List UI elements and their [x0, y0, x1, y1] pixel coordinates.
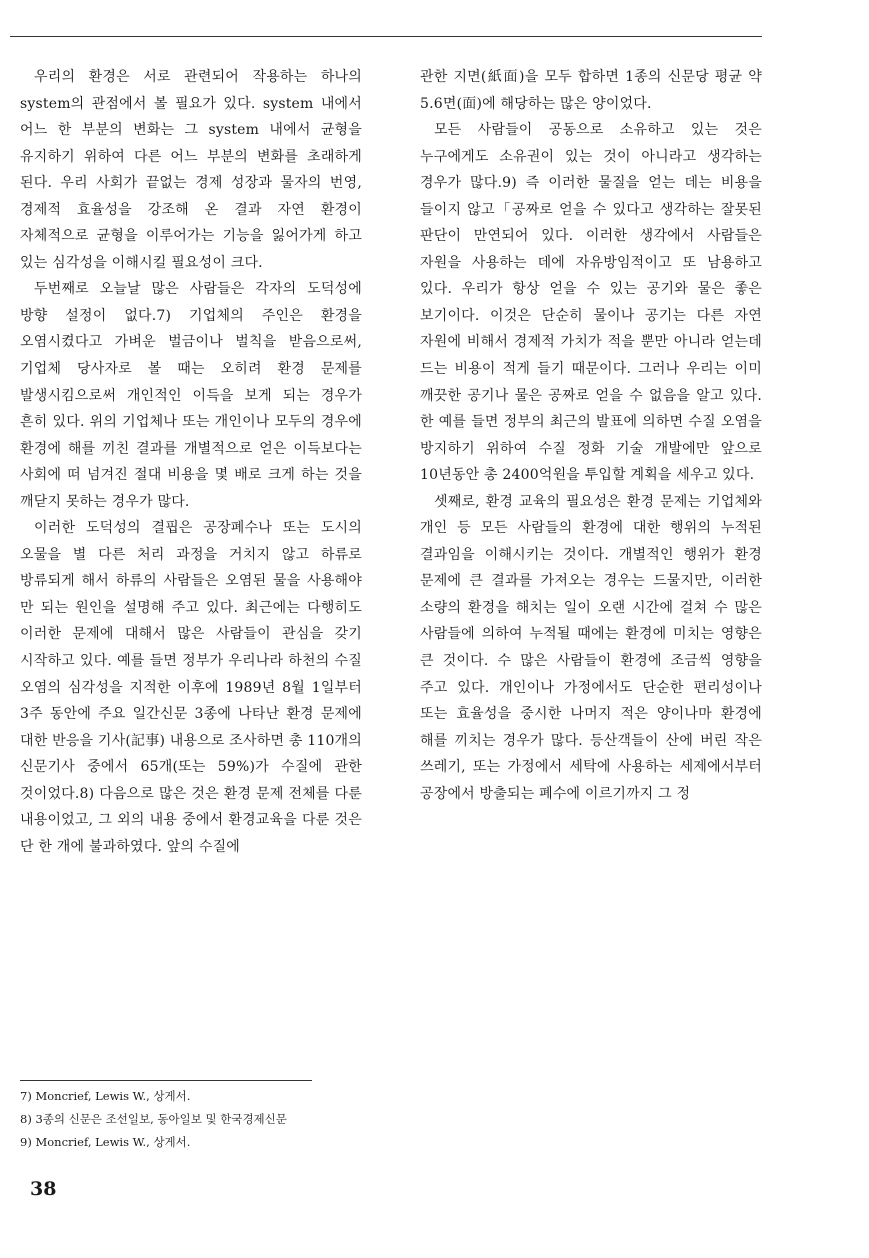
page-number: 38: [30, 1178, 57, 1200]
paragraph: 이러한 도덕성의 결핍은 공장폐수나 또는 도시의 오물을 별 다른 처리 과정을 거치지 않고 하류로 방류되게 해서 하류의 사람들은 오염된 물을 사용해야 만 되는 원인을 설명해 주고 있다. 최근에는 다행히도 이러한 문제에 대해서 많은 사람들이 관심을 갖기 시작하고 있다. 예를 들면 정부가 우리나라 하천의 수질 오염의 심각성을 지적한 이후에 1989년 8월 1일부터 3주 동안에 주요 일간신문 3종에 나타난 환경 문제에 대한 반응을 기사(記事) 내용으로 조사하면 총 110개의 신문기사 중에서 65개(또는 59%)가 수질에 관한 것이었다.8) 다음으로 많은 것은 환경 문제 전체를 다룬 내용이었고, 그 외의 내용 중에서 환경교육을 다룬 것은 단 한 개에 불과하였다. 앞의 수질에: [20, 520, 362, 855]
paragraph: 셋째로, 환경 교육의 필요성은 환경 문제는 기업체와 개인 등 모든 사람들의 환경에 대한 행위의 누적된 결과임을 이해시키는 것이다. 개별적인 행위가 환경 문제에 큰 결과를 가져오는 경우는 드물지만, 이러한 소량의 환경을 해치는 일이 오랜 시간에 걸쳐 수 많은 사람들에 의하여 누적될 때에는 환경에 미치는 영향은 큰 것이다. 수 많은 사람들이 환경에 조금씩 영향을 주고 있다. 개인이나 가정에서도 단순한 편리성이나 또는 효율성을 중시한 나머지 적은 양이나마 환경에 해를 끼치는 경우가 많다. 등산객들이 산에 버린 작은 쓰레기, 또는 가정에서 세탁에 사용하는 세제에서부터 공장에서 방출되는 폐수에 이르기까지 그 정: [420, 493, 762, 802]
header-rule: [10, 36, 762, 37]
footnotes: [20, 1085, 440, 1154]
footnote: 9) Moncrief, Lewis W., 상게서.: [20, 1135, 191, 1149]
footnote-rule: [20, 1080, 312, 1081]
left-column: [20, 64, 362, 860]
paragraph: 모든 사람들이 공동으로 소유하고 있는 것은 누구에게도 소유권이 있는 것이 아니라고 생각하는 경우가 많다.9) 즉 이러한 물질을 얻는 데는 비용을 들이지 않고「공짜로 얻을 수 있다고 생각하는 잘못된 판단이 만연되어 있다. 이러한 생각에서 사람들은 자원을 사용하는 데에 자유방임적이고 또 남용하고 있다. 우리가 항상 얻을 수 있는 공기와 물은 좋은 보기이다. 이것은 단순히 물이나 공기는 다른 자연 자원에 비해서 경제적 가치가 적을 뿐만 아니라 얻는데 드는 비용이 적게 들기 때문이다. 그러나 우리는 이미 깨끗한 공기나 물은 공짜로 얻을 수 없음을 알고 있다. 한 예를 들면 정부의 최근의 발표에 의하면 수질 오염을 방지하기 위하여 수질 정화 기술 개발에만 앞으로 10년동안 총 2400억원을 투입할 계획을 세우고 있다.: [420, 122, 762, 484]
footnote: 8) 3종의 신문은 조선일보, 동아일보 및 한국경제신문: [20, 1112, 287, 1126]
paragraph: 두번째로 오늘날 많은 사람들은 각자의 도덕성에 방향 설정이 없다.7) 기업체의 주인은 환경을 오염시켰다고 가벼운 벌금이나 벌칙을 받음으로써, 기업체 당사자로 볼 때는 오히려 환경 문제를 발생시킴으로써 개인적인 이득을 보게 되는 경우가 흔히 있다. 위의 기업체나 또는 개인이나 모두의 경우에 환경에 해를 끼친 결과를 개별적으로 얻은 이득보다는 사회에 떠 넘겨진 절대 비용을 몇 배로 크게 하는 것을 깨닫지 못하는 경우가 많다.: [20, 281, 362, 510]
paragraph: 관한 지면(紙面)을 모두 합하면 1종의 신문당 평균 약 5.6면(面)에 해당하는 많은 양이었다.: [420, 69, 762, 112]
right-column: [420, 64, 762, 807]
paragraph: 우리의 환경은 서로 관련되어 작용하는 하나의 system의 관점에서 볼 필요가 있다. system 내에서 어느 한 부분의 변화는 그 system 내에서 균형을 유지하기 위하여 다른 어느 부분의 변화를 초래하게 된다. 우리 사회가 끝없는 경제 성장과 물자의 번영, 경제적 효율성을 강조해 온 결과 자연 환경이 자체적으로 균형을 이루어가는 기능을 잃어가게 하고 있는 심각성을 이해시킬 필요성이 크다.: [20, 69, 362, 271]
footnote: 7) Moncrief, Lewis W., 상게서.: [20, 1089, 191, 1103]
